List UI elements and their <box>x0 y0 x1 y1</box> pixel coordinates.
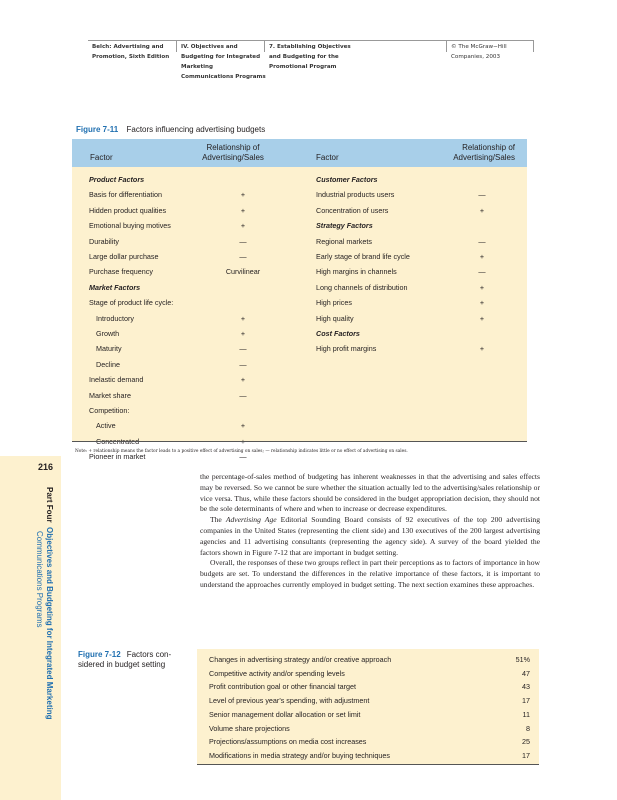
factor-label: Regional markets <box>316 236 372 246</box>
factor-label: Large dollar purchase <box>89 252 159 261</box>
header-text: IV. Objectives and <box>181 44 238 50</box>
factor-label: Long channels of distribution <box>316 282 408 292</box>
page-number: 216 <box>38 462 54 472</box>
text-run: The <box>210 515 226 525</box>
relationship-value: + <box>240 205 246 215</box>
text-run: Editorial Sounding Board consists of 92 executives of the top 200 advertising companies in the United States (representing the client side) and 130 executives of the 200 largest advertising agencies and 11 advertising consultants (representing the agency side). A survey of the board yielded the factors shown in Figure 7-12 that are important in budget setting. <box>200 515 541 557</box>
relationship-value: + <box>240 421 246 431</box>
column-label: Advertising/Sales <box>202 153 264 162</box>
part-title-line: Objectives and Budgeting for Integrated Marketing <box>45 527 54 720</box>
publication-title: Advertising Age <box>225 515 277 525</box>
figure-title: sidered in budget setting <box>78 660 166 669</box>
column-label: Relationship of <box>462 143 515 152</box>
factor-group-heading: Market Factors <box>89 282 141 292</box>
relationship-value: + <box>479 205 485 215</box>
budget-factor-percent: 25 <box>522 737 530 747</box>
table-header <box>72 139 527 167</box>
factor-label: Emotional buying motives <box>89 221 171 231</box>
header-text: Promotional Program <box>269 64 337 70</box>
figure-title: Factors influencing advertising budgets <box>126 125 266 134</box>
column-label: Advertising/Sales <box>453 153 515 162</box>
factor-label: Maturity <box>96 344 122 354</box>
header-text: and Budgeting for the <box>269 54 339 60</box>
table-bottom-rule <box>197 764 539 765</box>
factor-label: Durability <box>89 236 119 246</box>
factor-label: Competition: <box>89 406 130 415</box>
relationship-value: — <box>239 452 247 462</box>
paragraph <box>200 515 540 558</box>
body-text <box>200 472 540 591</box>
header-text: Promotion, Sixth Edition <box>92 54 170 60</box>
table-bottom-rule <box>72 441 527 442</box>
budget-factor-label: Modifications in media strategy and/or buying techniques <box>209 750 390 760</box>
budget-factor-percent: 47 <box>522 668 530 678</box>
header-chapter-title <box>269 42 351 72</box>
relationship-value: + <box>240 329 246 338</box>
relationship-value: — <box>239 359 247 369</box>
relationship-value: + <box>240 436 246 446</box>
factor-label: Inelastic demand <box>89 375 144 385</box>
factor-label: High prices <box>316 298 352 308</box>
budget-factor-label: Projections/assumptions on media cost increases <box>209 737 367 747</box>
factor-label: Concentrated <box>96 436 140 446</box>
running-header <box>88 40 534 86</box>
figure-7-12-table <box>197 649 539 764</box>
column-factor-right: Factor <box>316 153 339 162</box>
factor-label: Introductory <box>96 313 134 323</box>
column-relationship-right <box>453 143 515 163</box>
factor-label: Pioneer in market <box>89 452 146 462</box>
header-text: Companies, 2003 <box>451 54 501 60</box>
relationship-value: — <box>478 190 486 200</box>
factor-label: High profit margins <box>316 344 377 354</box>
relationship-value: — <box>239 390 247 400</box>
column-factor-left: Factor <box>90 153 113 162</box>
header-copyright <box>451 42 507 62</box>
budget-factor-percent: 51% <box>515 655 530 664</box>
budget-factor-label: Senior management dollar allocation or set limit <box>209 709 361 719</box>
relationship-value: + <box>479 282 485 292</box>
part-label: Part Four <box>45 487 54 523</box>
factor-label: Active <box>96 421 116 431</box>
figure-7-11-caption <box>76 125 265 134</box>
factor-label: Growth <box>96 329 120 338</box>
header-text: © The McGraw−Hill <box>451 44 507 50</box>
factor-group-heading: Customer Factors <box>316 175 378 184</box>
relationship-value: + <box>240 221 246 231</box>
header-text: Belch: Advertising and <box>92 44 164 50</box>
factor-group-heading: Cost Factors <box>316 329 360 338</box>
relationship-value: — <box>239 252 247 261</box>
budget-factor-percent: 17 <box>522 696 530 706</box>
header-text: 7. Establishing Objectives <box>269 44 351 50</box>
factor-label: Decline <box>96 359 120 369</box>
header-divider <box>176 40 177 52</box>
budget-factor-percent: 8 <box>526 723 530 733</box>
part-title-line: Communications Programs <box>35 531 44 628</box>
figure-number: Figure 7-12 <box>78 650 121 659</box>
factor-label: High margins in channels <box>316 267 397 277</box>
figure-title: Factors con- <box>126 650 172 659</box>
factor-label: Market share <box>89 390 131 400</box>
part-running-title <box>34 487 54 719</box>
budget-factor-label: Changes in advertising strategy and/or creative approach <box>209 655 392 664</box>
relationship-value: + <box>479 252 485 261</box>
budget-factor-percent: 43 <box>522 682 530 692</box>
header-divider <box>533 40 534 52</box>
relationship-value: + <box>479 313 485 323</box>
relationship-value: + <box>240 313 246 323</box>
header-book-title <box>92 42 169 62</box>
factor-label: Hidden product qualities <box>89 205 167 215</box>
relationship-value: + <box>479 344 485 354</box>
header-text: Budgeting for Integrated <box>181 54 261 60</box>
header-divider <box>264 40 265 52</box>
relationship-value: + <box>240 190 246 200</box>
paragraph: the percentage-of-sales method of budgeting has inherent weaknesses in that the advertising and sales effects may be reversed. So we cannot be sure whether the situation actually led to the advertising/sales relationship or vice versa. Thus, while these factors should be considered in the budget appropriation decision, they should not be the sole determinants of where and when to increase or decrease expenditures. <box>200 472 540 514</box>
budget-factor-label: Profit contribution goal or other financial target <box>209 682 357 692</box>
relationship-value: — <box>478 236 486 246</box>
factor-label: Concentration of users <box>316 205 389 215</box>
budget-factor-percent: 17 <box>522 750 530 760</box>
header-text: Communications Programs <box>181 74 266 80</box>
relationship-value: — <box>478 267 486 277</box>
factor-label: Industrial products users <box>316 190 395 200</box>
header-divider <box>446 40 447 52</box>
relationship-value: Curvilinear <box>225 267 261 277</box>
factor-group-heading: Strategy Factors <box>316 221 373 231</box>
factor-label: Early stage of brand life cycle <box>316 252 410 261</box>
header-rule <box>88 40 534 41</box>
relationship-value: + <box>479 298 485 308</box>
factor-label: Stage of product life cycle: <box>89 298 174 308</box>
budget-factor-label: Volume share projections <box>209 723 290 733</box>
column-relationship-left <box>188 143 278 163</box>
figure-number: Figure 7-11 <box>76 125 119 134</box>
relationship-value: — <box>239 344 247 354</box>
header-text: Marketing <box>181 64 214 70</box>
table-note: Note: + relationship means the factor leads to a positive effect of advertising on sales; — relationship indicates little or no effect of advertising on sales. <box>75 449 408 454</box>
budget-factor-label: Level of previous year's spending, with adjustment <box>209 696 370 706</box>
factor-group-heading: Product Factors <box>89 175 145 184</box>
factor-label: Basis for differentiation <box>89 190 162 200</box>
factor-label: High quality <box>316 313 354 323</box>
relationship-value: + <box>240 375 246 385</box>
column-label: Relationship of <box>206 143 260 152</box>
paragraph: Overall, the responses of these two groups reflect in part their perceptions as to factors of importance in how budgets are set. To understand the differences in the relative importance of these factors, it is important to understand the approaches currently employed in budget setting. The next section examines these approaches. <box>200 558 541 589</box>
budget-factor-label: Competitive activity and/or spending levels <box>209 668 345 678</box>
relationship-value: — <box>239 236 247 246</box>
budget-factor-percent: 11 <box>522 709 530 719</box>
factor-label: Purchase frequency <box>89 267 153 277</box>
header-part-title <box>181 42 266 82</box>
figure-7-12-caption <box>78 650 171 670</box>
